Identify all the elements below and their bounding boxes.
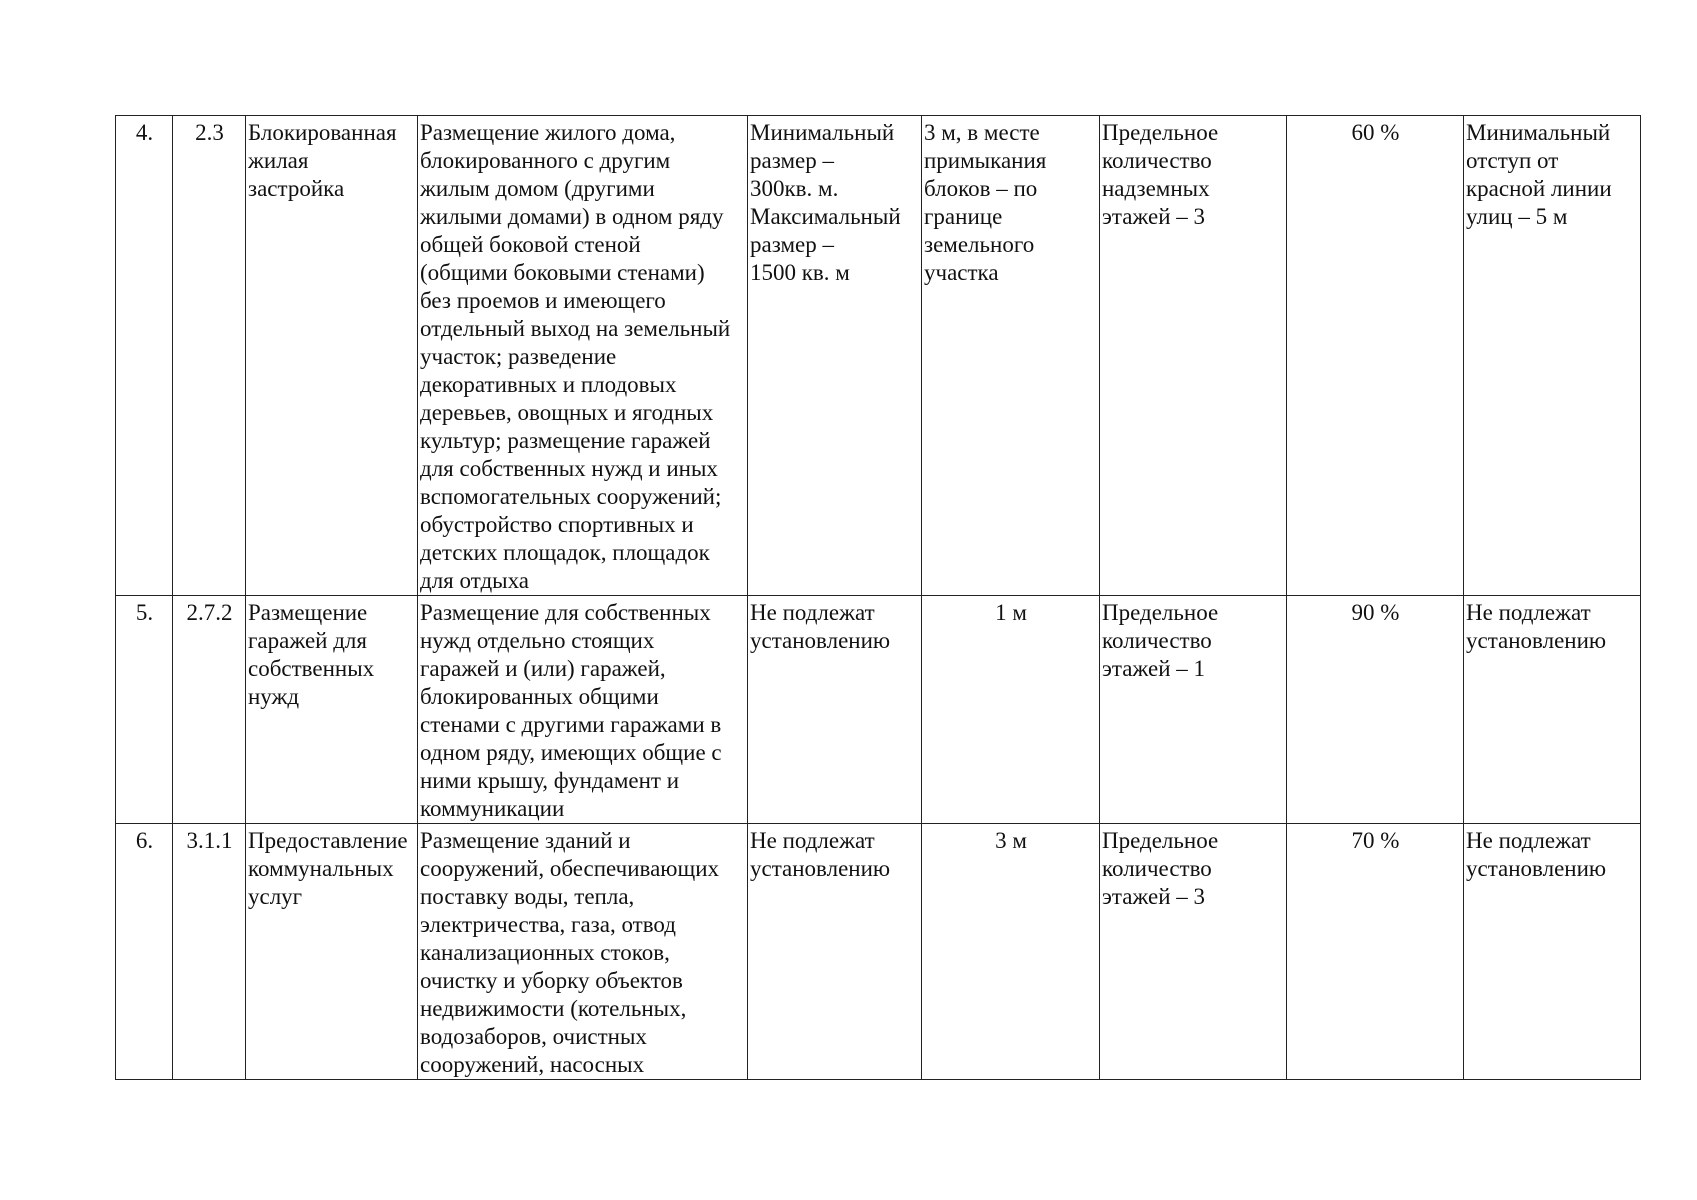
setback-cell: 3 м, в месте примыкания блоков – по границе земельного участка: [922, 116, 1100, 596]
plot-size-cell: Минимальный размер – 300кв. м. Максимальный размер – 1500 кв. м: [748, 116, 922, 596]
table-row: [116, 116, 1641, 596]
use-description-cell: Размещение зданий и сооружений, обеспечивающих поставку воды, тепла, электричества, газа, отвод канализационных стоков, очистку и уборку объектов недвижимости (котельных, водозаборов, очистных сооружений, насосных: [418, 824, 748, 1080]
floors-limit-cell: Предельное количество этажей – 3: [1100, 824, 1287, 1080]
other-params-cell: Не подлежат установлению: [1464, 596, 1641, 824]
use-name-cell: Блокированная жилая застройка: [246, 116, 418, 596]
floors-limit-cell: Предельное количество этажей – 1: [1100, 596, 1287, 824]
land-use-table: [115, 115, 1641, 1080]
use-name-cell: Предоставление коммунальных услуг: [246, 824, 418, 1080]
setback-cell: 3 м: [922, 824, 1100, 1080]
use-description-cell: Размещение жилого дома, блокированного с другим жилым домом (другими жилыми домами) в одном ряду общей боковой стеной (общими боковыми стенами) без проемов и имеющего отдельный выход на земельный участок; разведение декоративных и плодовых деревьев, овощных и ягодных культур; размещение гаражей для собственных нужд и иных вспомогательных сооружений; обустройство спортивных и детских площадок, площадок для отдыха: [418, 116, 748, 596]
use-code-cell: 2.7.2: [173, 596, 246, 824]
row-number-cell: 4.: [116, 116, 173, 596]
table-row: [116, 596, 1641, 824]
row-number-cell: 5.: [116, 596, 173, 824]
coverage-cell: 70 %: [1287, 824, 1464, 1080]
use-code-cell: 2.3: [173, 116, 246, 596]
coverage-cell: 90 %: [1287, 596, 1464, 824]
use-description-cell: Размещение для собственных нужд отдельно стоящих гаражей и (или) гаражей, блокированных общими стенами с другими гаражами в одном ряду, имеющих общие с ними крышу, фундамент и коммуникации: [418, 596, 748, 824]
floors-limit-cell: Предельное количество надземных этажей – 3: [1100, 116, 1287, 596]
table-row: [116, 824, 1641, 1080]
coverage-cell: 60 %: [1287, 116, 1464, 596]
other-params-cell: Минимальный отступ от красной линии улиц – 5 м: [1464, 116, 1641, 596]
use-code-cell: 3.1.1: [173, 824, 246, 1080]
row-number-cell: 6.: [116, 824, 173, 1080]
use-name-cell: Размещение гаражей для собственных нужд: [246, 596, 418, 824]
setback-cell: 1 м: [922, 596, 1100, 824]
plot-size-cell: Не подлежат установлению: [748, 824, 922, 1080]
plot-size-cell: Не подлежат установлению: [748, 596, 922, 824]
other-params-cell: Не подлежат установлению: [1464, 824, 1641, 1080]
